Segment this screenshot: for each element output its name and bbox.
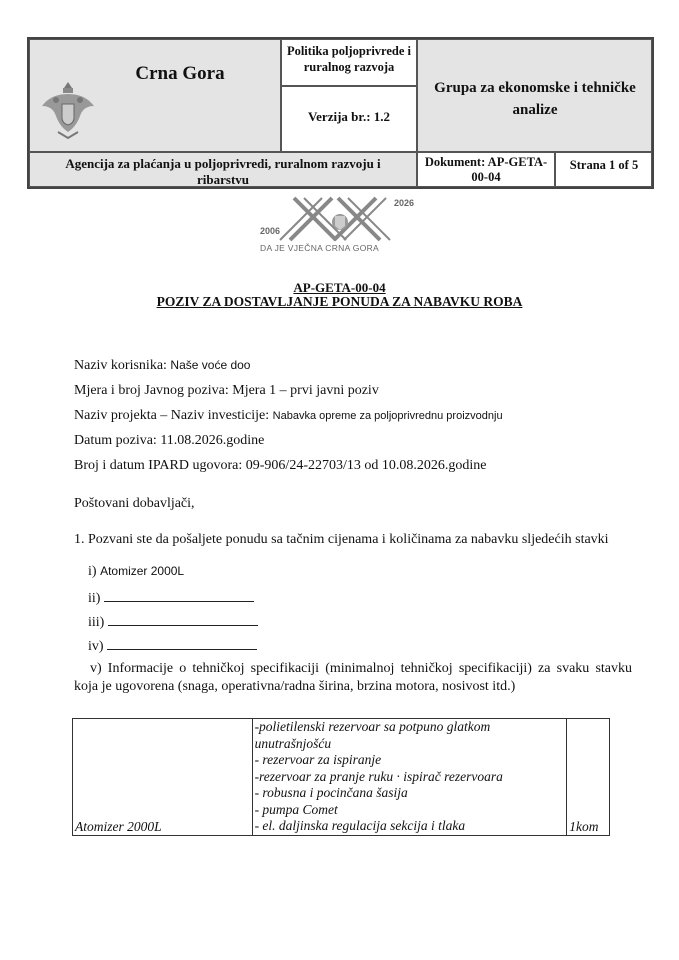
field-projekat bbox=[74, 408, 503, 424]
field-projekat-value: Nabavka opreme za poljoprivrednu proizvodnju bbox=[272, 410, 503, 422]
list-item-iii-label: iii) bbox=[88, 615, 105, 630]
spec-list-cell bbox=[252, 719, 567, 836]
field-korisnik-value: Naše voće doo bbox=[170, 358, 251, 372]
country-name: Crna Gora bbox=[135, 63, 225, 84]
spec-line: - pumpa Comet bbox=[254, 801, 338, 817]
blank-line-iii bbox=[108, 611, 258, 626]
field-datum bbox=[74, 433, 264, 449]
field-mjera-label: Mjera i broj Javnog poziva: bbox=[74, 383, 229, 398]
document-code: Dokument: AP-GETA-00-04 bbox=[424, 155, 548, 184]
spec-qty: 1kom bbox=[569, 818, 599, 834]
spec-line: -rezervoar za pranje ruku · ispirač rezervoara bbox=[254, 768, 503, 784]
policy-cell bbox=[281, 39, 417, 86]
document-header bbox=[27, 37, 654, 189]
page-cell bbox=[555, 152, 652, 187]
item-1-text: 1. Pozvani ste da pošaljete ponudu sa tačnim cijenama i količinama za nabavku sljedećih stavki bbox=[74, 532, 609, 547]
list-item-i-value: Atomizer 2000L bbox=[100, 564, 185, 578]
spec-line: - robusna i pocinčana šasija bbox=[254, 785, 408, 800]
agency-text: Agencija za plaćanja u poljoprivredi, ruralnom razvoju i ribarstvu bbox=[65, 156, 381, 187]
greeting: Poštovani dobavljači, bbox=[74, 496, 195, 511]
document-code-title: AP-GETA-00-04 bbox=[293, 280, 386, 295]
table-row bbox=[73, 719, 610, 836]
field-datum-label: Datum poziva: bbox=[74, 433, 157, 448]
spec-line: - el. daljinska regulacija sekcija i tlaka bbox=[254, 818, 466, 833]
field-ugovor-label: Broj i datum IPARD ugovora: bbox=[74, 458, 243, 473]
jubilee-year-start: 2006 bbox=[260, 226, 281, 236]
list-item-iv-label: iv) bbox=[88, 639, 104, 654]
list-item-ii-label: ii) bbox=[88, 591, 101, 606]
version-cell bbox=[281, 86, 417, 152]
document-heading: POZIV ZA DOSTAVLJANJE PONUDA ZA NABAVKU ROBA bbox=[156, 294, 523, 309]
item-v-text: v) Informacije o tehničkoj specifikaciji (minimalnoj tehničkoj specifikaciji) za svaku stavku koja je ugovorena (snaga, operativna/radna širina, brzina motora, nosivost itd.) bbox=[74, 661, 632, 694]
country-cell bbox=[29, 39, 281, 152]
field-mjera bbox=[74, 383, 379, 399]
list-item-iii bbox=[88, 611, 258, 631]
blank-line-iv bbox=[107, 635, 257, 650]
field-ugovor bbox=[74, 458, 486, 474]
list-item-i-label: i) bbox=[88, 564, 97, 579]
field-projekat-label: Naziv projekta – Naziv investicije: bbox=[74, 408, 270, 423]
field-korisnik bbox=[74, 358, 250, 374]
group-text: Grupa za ekonomske i tehničke analize bbox=[434, 80, 636, 118]
field-mjera-value: Mjera 1 – prvi javni poziv bbox=[232, 383, 379, 398]
group-cell bbox=[417, 39, 652, 152]
spec-qty-cell bbox=[567, 719, 610, 836]
field-datum-value: 11.08.2026.godine bbox=[160, 433, 265, 448]
jubilee-logo bbox=[250, 192, 430, 258]
spec-line: - rezervoar za ispiranje bbox=[254, 752, 382, 767]
version-text: Verzija br.: 1.2 bbox=[307, 109, 391, 124]
field-korisnik-label: Naziv korisnika: bbox=[74, 358, 167, 373]
document-cell bbox=[417, 152, 555, 187]
coat-of-arms-icon bbox=[38, 76, 98, 142]
list-item-iv bbox=[88, 635, 257, 655]
agency-cell bbox=[29, 152, 417, 187]
spec-line: -polietilenski rezervoar sa potpuno glatkom unutrašnjošću bbox=[254, 719, 491, 751]
list-item-i bbox=[88, 564, 184, 580]
jubilee-motto: DA JE VJEČNA CRNA GORA bbox=[260, 243, 380, 253]
list-item-ii bbox=[88, 587, 254, 607]
spec-table bbox=[72, 718, 610, 836]
field-ugovor-value: 09-906/24-22703/13 od 10.08.2026.godine bbox=[245, 458, 487, 473]
blank-line-ii bbox=[104, 587, 254, 602]
jubilee-year-end: 2026 bbox=[394, 198, 415, 208]
policy-text: Politika poljoprivrede i ruralnog razvoja bbox=[286, 44, 412, 74]
page-number: Strana 1 of 5 bbox=[569, 158, 639, 172]
spec-item-cell bbox=[73, 719, 253, 836]
spec-item-name: Atomizer 2000L bbox=[75, 818, 162, 834]
